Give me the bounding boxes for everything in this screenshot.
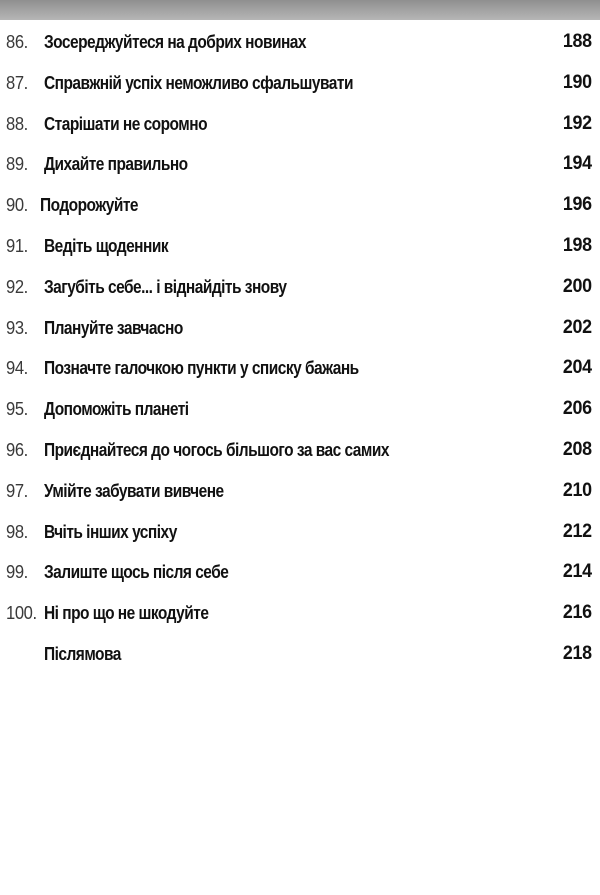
entry-number: 93. [6,317,28,338]
entry-title: Плануйте завчасно [44,317,183,338]
entry-number: 88. [6,113,28,134]
toc-entry-100[interactable] [0,593,600,634]
entry-page-number: 200 [563,275,592,297]
entry-title: Зосереджуйтеся на добрих новинах [44,32,306,52]
entry-title: Умійте забувати вивчене [44,480,224,501]
entry-title: Старішати не соромно [44,113,208,134]
entry-number: 100. [6,603,37,624]
entry-page-number: 212 [563,520,592,542]
toc-entry-93[interactable] [0,308,600,349]
toc-entry-89[interactable] [0,144,600,185]
entry-title: Подорожуйте [40,195,138,216]
entry-number: 89. [6,154,28,175]
entry-title: Допоможіть планеті [44,399,189,420]
entry-number: 95. [6,399,28,420]
entry-page-number: 208 [563,438,592,460]
toc-entry-88[interactable] [0,104,600,145]
entry-number: 92. [6,276,28,297]
entry-number: 99. [6,562,28,583]
toc-entry-97[interactable] [0,471,600,512]
toc-entry-96[interactable] [0,430,600,471]
entry-title: Дихайте правильно [44,154,188,175]
entry-title: Післямова [44,643,121,664]
entry-title: Справжній успіх неможливо сфальшувати [44,72,353,93]
table-of-contents [0,22,600,675]
entry-page-number: 194 [563,153,592,175]
entry-title: Загубіть себе... і віднайдіть знову [44,276,287,297]
entry-page-number: 196 [563,194,592,216]
entry-number: 87. [6,72,28,93]
entry-title: Приєднайтеся до чогось більшого за вас самих [44,439,389,460]
entry-number: 86. [6,32,28,52]
entry-page-number: 206 [563,398,592,420]
entry-page-number: 192 [563,112,592,134]
top-edge-band [0,0,600,20]
entry-number: 91. [6,235,28,256]
entry-title: Ведіть щоденник [44,235,169,256]
toc-entry-99[interactable] [0,552,600,593]
toc-entry-98[interactable] [0,512,600,553]
toc-entry-87[interactable] [0,63,600,104]
toc-entry-92[interactable] [0,267,600,308]
toc-entry-94[interactable] [0,348,600,389]
entry-title: Залиште щось після себе [44,562,229,583]
toc-entry-91[interactable] [0,226,600,267]
entry-title: Позначте галочкою пункти у списку бажань [44,358,359,379]
entry-page-number: 198 [563,234,592,256]
toc-entry-95[interactable] [0,389,600,430]
entry-title: Ні про що не шкодуйте [44,603,209,624]
toc-entry-afterword[interactable] [0,634,600,675]
entry-number: 97. [6,480,28,501]
entry-page-number: 190 [563,71,592,93]
entry-number: 94. [6,358,28,379]
toc-entry-90[interactable] [0,185,600,226]
entry-number: 96. [6,439,28,460]
entry-page-number: 214 [563,561,592,583]
entry-title: Вчіть інших успіху [44,521,177,542]
entry-number: 98. [6,521,28,542]
entry-page-number: 204 [563,357,592,379]
entry-page-number: 202 [563,316,592,338]
entry-page-number: 188 [563,31,592,52]
toc-entry-86[interactable] [0,22,600,63]
entry-page-number: 218 [563,642,592,664]
entry-page-number: 216 [563,602,592,624]
entry-page-number: 210 [563,479,592,501]
entry-number: 90. [6,195,28,216]
